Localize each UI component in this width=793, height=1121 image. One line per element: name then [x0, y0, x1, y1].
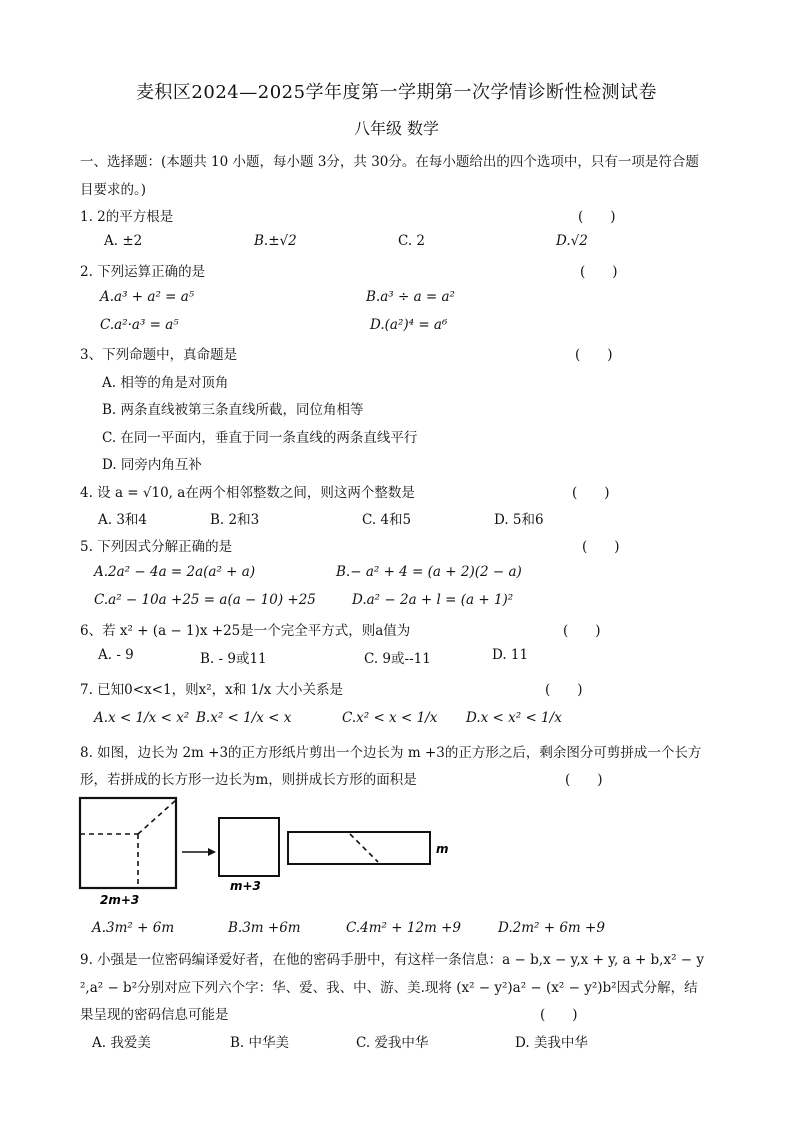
- answer-blank-5: ( ): [582, 539, 620, 555]
- page-title: 麦积区2024—2025学年度第一学期第一次学情诊断性检测试卷: [135, 82, 658, 103]
- q6-option-b: B. - 9或11: [200, 651, 267, 667]
- q9-option-d: D. 美我中华: [515, 1035, 588, 1051]
- small-square-label: m+3: [230, 879, 261, 893]
- question-9-stem-cont2: 果呈现的密码信息可能是: [80, 1007, 229, 1023]
- q7-option-c: C.x² < x < 1/x: [342, 710, 438, 726]
- question-6-stem: 6、若 x² + (a − 1)x +25是一个完全平方式，则a值为: [80, 623, 411, 639]
- q3-option-d: D. 同旁内角互补: [102, 457, 202, 473]
- rectangle-label: m: [436, 842, 449, 856]
- q1-option-b: B.±√2: [254, 233, 297, 249]
- q5-option-a: A.2a² − 4a = 2a(a² + a): [94, 564, 256, 580]
- question-5-stem: 5. 下列因式分解正确的是: [80, 539, 233, 555]
- q5-option-d: D.a² − 2a + l = (a + 1)²: [352, 592, 514, 608]
- q1-option-a: A. ±2: [104, 233, 143, 249]
- q4-option-d: D. 5和6: [494, 512, 544, 528]
- q8-option-c: C.4m² + 12m +9: [346, 920, 462, 936]
- big-square-shape: [80, 798, 176, 888]
- question-4-stem: 4. 设 a = √10, a在两个相邻整数之间，则这两个整数是: [80, 485, 415, 501]
- q2-option-b: B.a³ ÷ a = a²: [366, 289, 455, 305]
- q8-option-a: A.3m² + 6m: [92, 920, 175, 936]
- rectangle-shape: [288, 832, 430, 864]
- q1-option-d: D.√2: [556, 233, 588, 249]
- question-3-stem: 3、下列命题中，真命题是: [80, 347, 238, 363]
- answer-blank-1: ( ): [578, 209, 616, 225]
- q2-option-d: D.(a²)⁴ = a⁶: [370, 317, 448, 333]
- q8-option-b: B.3m +6m: [228, 920, 301, 936]
- q8-option-d: D.2m² + 6m +9: [498, 920, 605, 936]
- q2-option-a: A.a³ + a² = a⁵: [100, 289, 195, 305]
- question-9-stem-cont: ²,a² − b²分别对应下列六个字：华、爱、我、中、游、美.现将 (x² − y²)a² − (x² − y²)b²因式分解，结: [80, 980, 698, 996]
- answer-blank-2: ( ): [580, 264, 618, 280]
- q9-option-a: A. 我爱美: [92, 1035, 151, 1051]
- question-8-stem-cont: 形，若拼成的长方形一边长为m，则拼成长方形的面积是: [80, 772, 417, 788]
- q9-option-c: C. 爱我中华: [356, 1035, 429, 1051]
- q4-option-a: A. 3和4: [98, 512, 148, 528]
- q3-option-a: A. 相等的角是对顶角: [102, 375, 229, 391]
- page-subtitle: 八年级 数学: [353, 119, 440, 138]
- section-heading: 一、选择题：(本题共 10 小题，每小题 3分，共 30分。在每小题给出的四个选项中，只有一项是符合题: [80, 154, 699, 170]
- q3-option-c: C. 在同一平面内，垂直于同一条直线的两条直线平行: [102, 430, 418, 446]
- question-9-stem: 9. 小强是一位密码编译爱好者，在他的密码手册中，有这样一条信息：a − b,x − y,x + y, a + b,x² − y: [80, 952, 705, 968]
- q1-option-c: C. 2: [398, 233, 426, 249]
- question-8-stem: 8. 如图，边长为 2m +3的正方形纸片剪出一个边长为 m +3的正方形之后，剩余图分可剪拼成一个长方: [80, 745, 702, 761]
- q4-option-b: B. 2和3: [210, 512, 260, 528]
- answer-blank-8: ( ): [565, 772, 603, 788]
- answer-blank-6: ( ): [563, 623, 601, 639]
- small-square-shape: [219, 818, 279, 876]
- q5-option-b: B.− a² + 4 = (a + 2)(2 − a): [336, 564, 522, 580]
- answer-blank-3: ( ): [575, 347, 613, 363]
- q3-option-b: B. 两条直线被第三条直线所截，同位角相等: [102, 402, 364, 418]
- big-square-label: 2m+3: [100, 893, 140, 907]
- section-heading-cont: 目要求的。): [80, 182, 147, 198]
- q6-option-d: D. 11: [492, 647, 529, 663]
- q9-option-b: B. 中华美: [230, 1035, 290, 1051]
- q6-option-c: C. 9或--11: [364, 651, 431, 667]
- answer-blank-4: ( ): [572, 485, 610, 501]
- q7-option-b: B.x² < 1/x < x: [196, 710, 292, 726]
- square-cutting-figure: [78, 796, 468, 908]
- answer-blank-7: ( ): [545, 682, 583, 698]
- q7-option-d: D.x < x² < 1/x: [466, 710, 562, 726]
- q2-option-c: C.a²·a³ = a⁵: [100, 317, 179, 333]
- question-2-stem: 2. 下列运算正确的是: [80, 264, 206, 280]
- q7-option-a: A.x < 1/x < x²: [94, 710, 190, 726]
- question-7-stem: 7. 已知0<x<1，则x²，x和 1/x 大小关系是: [80, 682, 344, 698]
- q6-option-a: A. - 9: [98, 647, 134, 663]
- q5-option-c: C.a² − 10a +25 = a(a − 10) +25: [94, 592, 316, 608]
- question-1-stem: 1. 2的平方根是: [80, 209, 174, 225]
- q4-option-c: C. 4和5: [362, 512, 412, 528]
- answer-blank-9: ( ): [540, 1007, 578, 1023]
